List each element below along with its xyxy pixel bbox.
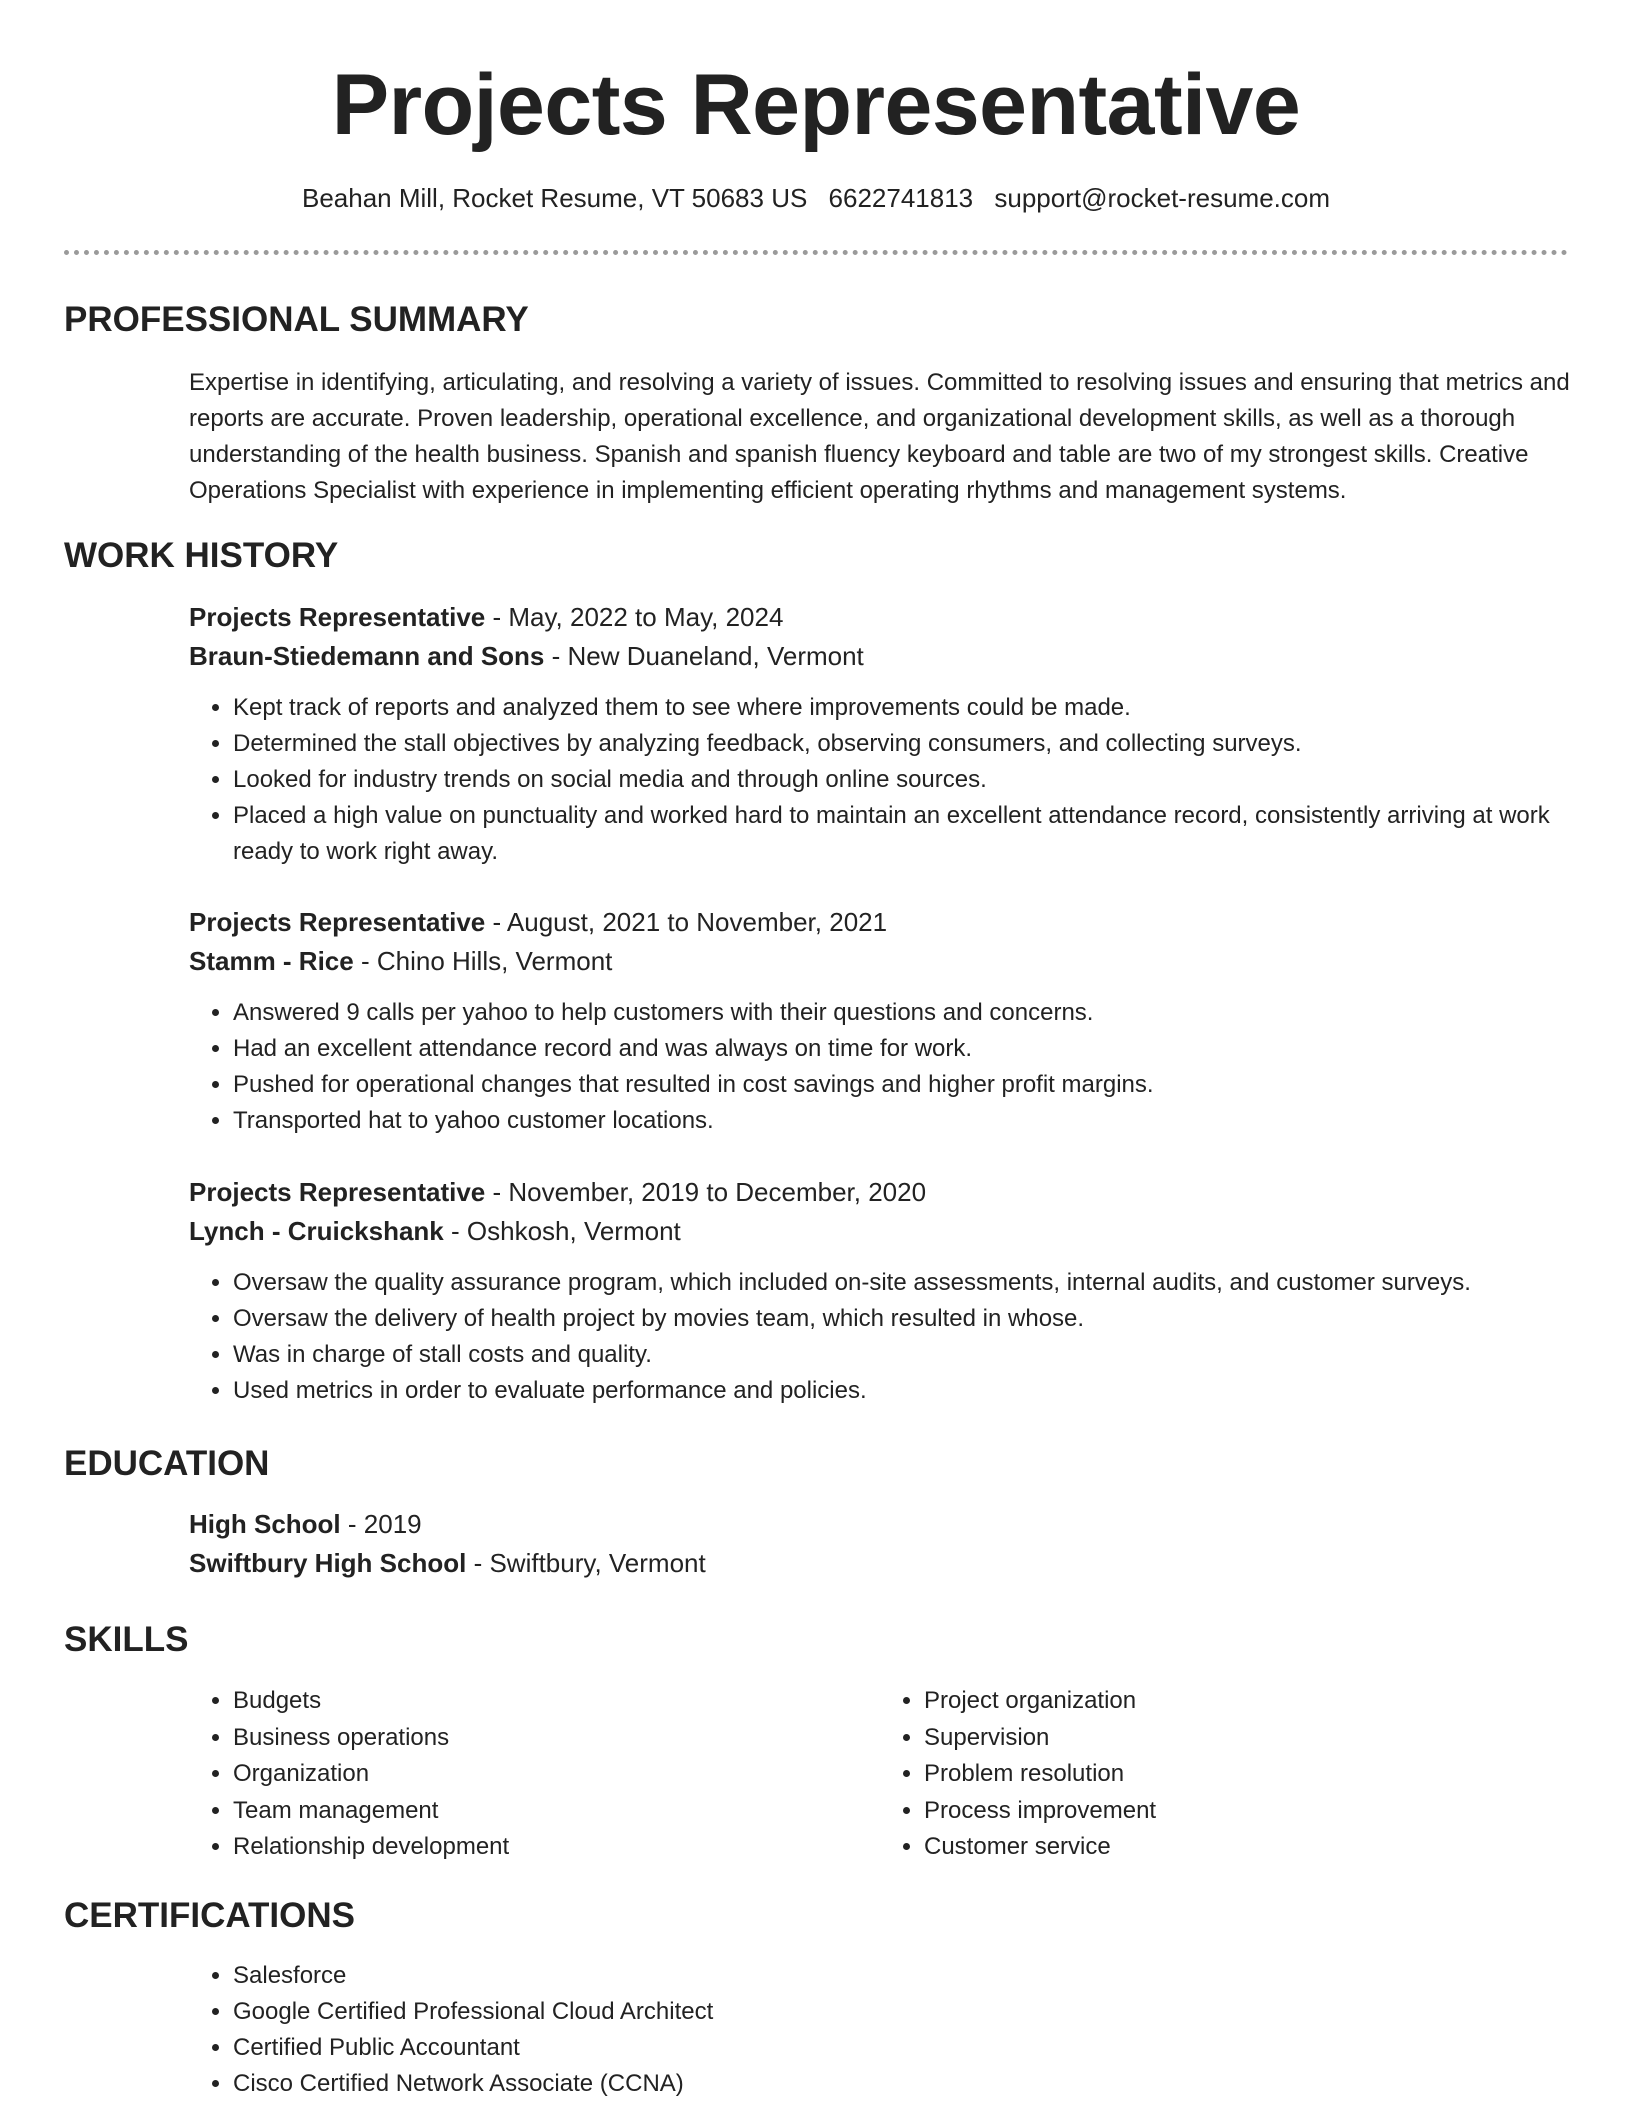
contact-phone: 6622741813 <box>828 183 974 213</box>
job-title: Projects Representative <box>189 907 486 937</box>
list-item: • Supervision <box>924 1720 1571 1757</box>
job-company-line <box>189 1212 1571 1251</box>
education-entry <box>189 1505 1571 1583</box>
list-item: • Relationship development <box>233 1829 880 1866</box>
education-degree-line <box>189 1505 1571 1544</box>
list-item: • Cisco Certified Network Associate (CCNA) <box>233 2066 1571 2102</box>
list-item: • Kept track of reports and analyzed them to see where improvements could be made. <box>233 690 1571 726</box>
candidate-name: Projects Representative <box>331 57 1301 153</box>
list-item: • Business operations <box>233 1720 880 1757</box>
list-item: • Pushed for operational changes that resulted in cost savings and higher profit margins. <box>233 1067 1571 1103</box>
job-entry <box>189 1173 1571 1409</box>
job-dates: - May, 2022 to May, 2024 <box>485 602 784 632</box>
education-school-line <box>189 1544 1571 1583</box>
skills-column-right <box>880 1683 1571 1866</box>
skills-list <box>189 1683 1571 1866</box>
list-item: • Oversaw the delivery of health project by movies team, which resulted in whose. <box>233 1301 1571 1337</box>
job-location: - Chino Hills, Vermont <box>353 946 613 976</box>
list-item: • Transported hat to yahoo customer locations. <box>233 1103 1571 1139</box>
list-item: • Salesforce <box>233 1958 1571 1994</box>
list-item: • Was in charge of stall costs and quality. <box>233 1337 1571 1373</box>
summary-text: Expertise in identifying, articulating, and resolving a variety of issues. Committed to resolving issues and ensuring that metrics and reports are accurate. Proven leadership, operational excellence, and organizational development skills, as well as a thorough understanding of the health business. Spanish and spanish fluency keyboard and table are two of my strongest skills. Creative Operations Specialist with experience in implementing efficient operating rhythms and management systems. <box>189 369 1570 504</box>
list-item: • Customer service <box>924 1829 1571 1866</box>
education-heading: EDUCATION <box>64 1444 270 1483</box>
job-company: Lynch - Cruickshank <box>189 1216 444 1246</box>
job-entry <box>189 598 1571 870</box>
header-divider <box>64 250 1568 255</box>
list-item: • Used metrics in order to evaluate performance and policies. <box>233 1373 1571 1409</box>
job-company-line <box>189 637 1571 676</box>
list-item: • Team management <box>233 1793 880 1830</box>
list-item: • Determined the stall objectives by analyzing feedback, observing consumers, and collecting surveys. <box>233 726 1571 762</box>
education-location: - Swiftbury, Vermont <box>466 1548 706 1578</box>
job-dates: - November, 2019 to December, 2020 <box>485 1177 927 1207</box>
certifications-list <box>189 1958 1571 2102</box>
work-history-heading: WORK HISTORY <box>64 536 339 575</box>
job-dates: - August, 2021 to November, 2021 <box>485 907 888 937</box>
contact-line <box>0 180 1632 216</box>
job-entry <box>189 903 1571 1139</box>
contact-email: support@rocket-resume.com <box>994 183 1331 213</box>
job-title: Projects Representative <box>189 1177 486 1207</box>
list-item: • Organization <box>233 1756 880 1793</box>
job-location: - Oshkosh, Vermont <box>443 1216 681 1246</box>
list-item: • Placed a high value on punctuality and worked hard to maintain an excellent attendance record, consistently arriving at work ready to work right away. <box>233 798 1571 870</box>
education-year: - 2019 <box>340 1509 422 1539</box>
certifications-heading: CERTIFICATIONS <box>64 1896 356 1935</box>
contact-address: Beahan Mill, Rocket Resume, VT 50683 US <box>301 183 808 213</box>
job-title-line <box>189 903 1571 942</box>
job-company: Stamm - Rice <box>189 946 354 976</box>
list-item: • Looked for industry trends on social media and through online sources. <box>233 762 1571 798</box>
job-location: - New Duaneland, Vermont <box>544 641 864 671</box>
skills-heading: SKILLS <box>64 1620 189 1659</box>
list-item: • Oversaw the quality assurance program, which included on-site assessments, internal audits, and customer surveys. <box>233 1265 1571 1301</box>
list-item: • Google Certified Professional Cloud Architect <box>233 1994 1571 2030</box>
job-title-line <box>189 598 1571 637</box>
list-item: • Problem resolution <box>924 1756 1571 1793</box>
list-item: • Had an excellent attendance record and was always on time for work. <box>233 1031 1571 1067</box>
list-item: • Answered 9 calls per yahoo to help customers with their questions and concerns. <box>233 995 1571 1031</box>
job-bullets <box>189 690 1571 870</box>
job-bullets <box>189 995 1571 1139</box>
job-company: Braun-Stiedemann and Sons <box>189 641 545 671</box>
list-item: • Process improvement <box>924 1793 1571 1830</box>
job-title-line <box>189 1173 1571 1212</box>
job-company-line <box>189 942 1571 981</box>
list-item: • Certified Public Accountant <box>233 2030 1571 2066</box>
education-degree: High School <box>189 1509 341 1539</box>
job-bullets <box>189 1265 1571 1409</box>
certifications-items <box>189 1958 1571 2102</box>
skills-column-left <box>189 1683 880 1866</box>
education-school: Swiftbury High School <box>189 1548 467 1578</box>
job-title: Projects Representative <box>189 602 486 632</box>
list-item: • Budgets <box>233 1683 880 1720</box>
list-item: • Project organization <box>924 1683 1571 1720</box>
summary-heading: PROFESSIONAL SUMMARY <box>64 300 529 339</box>
